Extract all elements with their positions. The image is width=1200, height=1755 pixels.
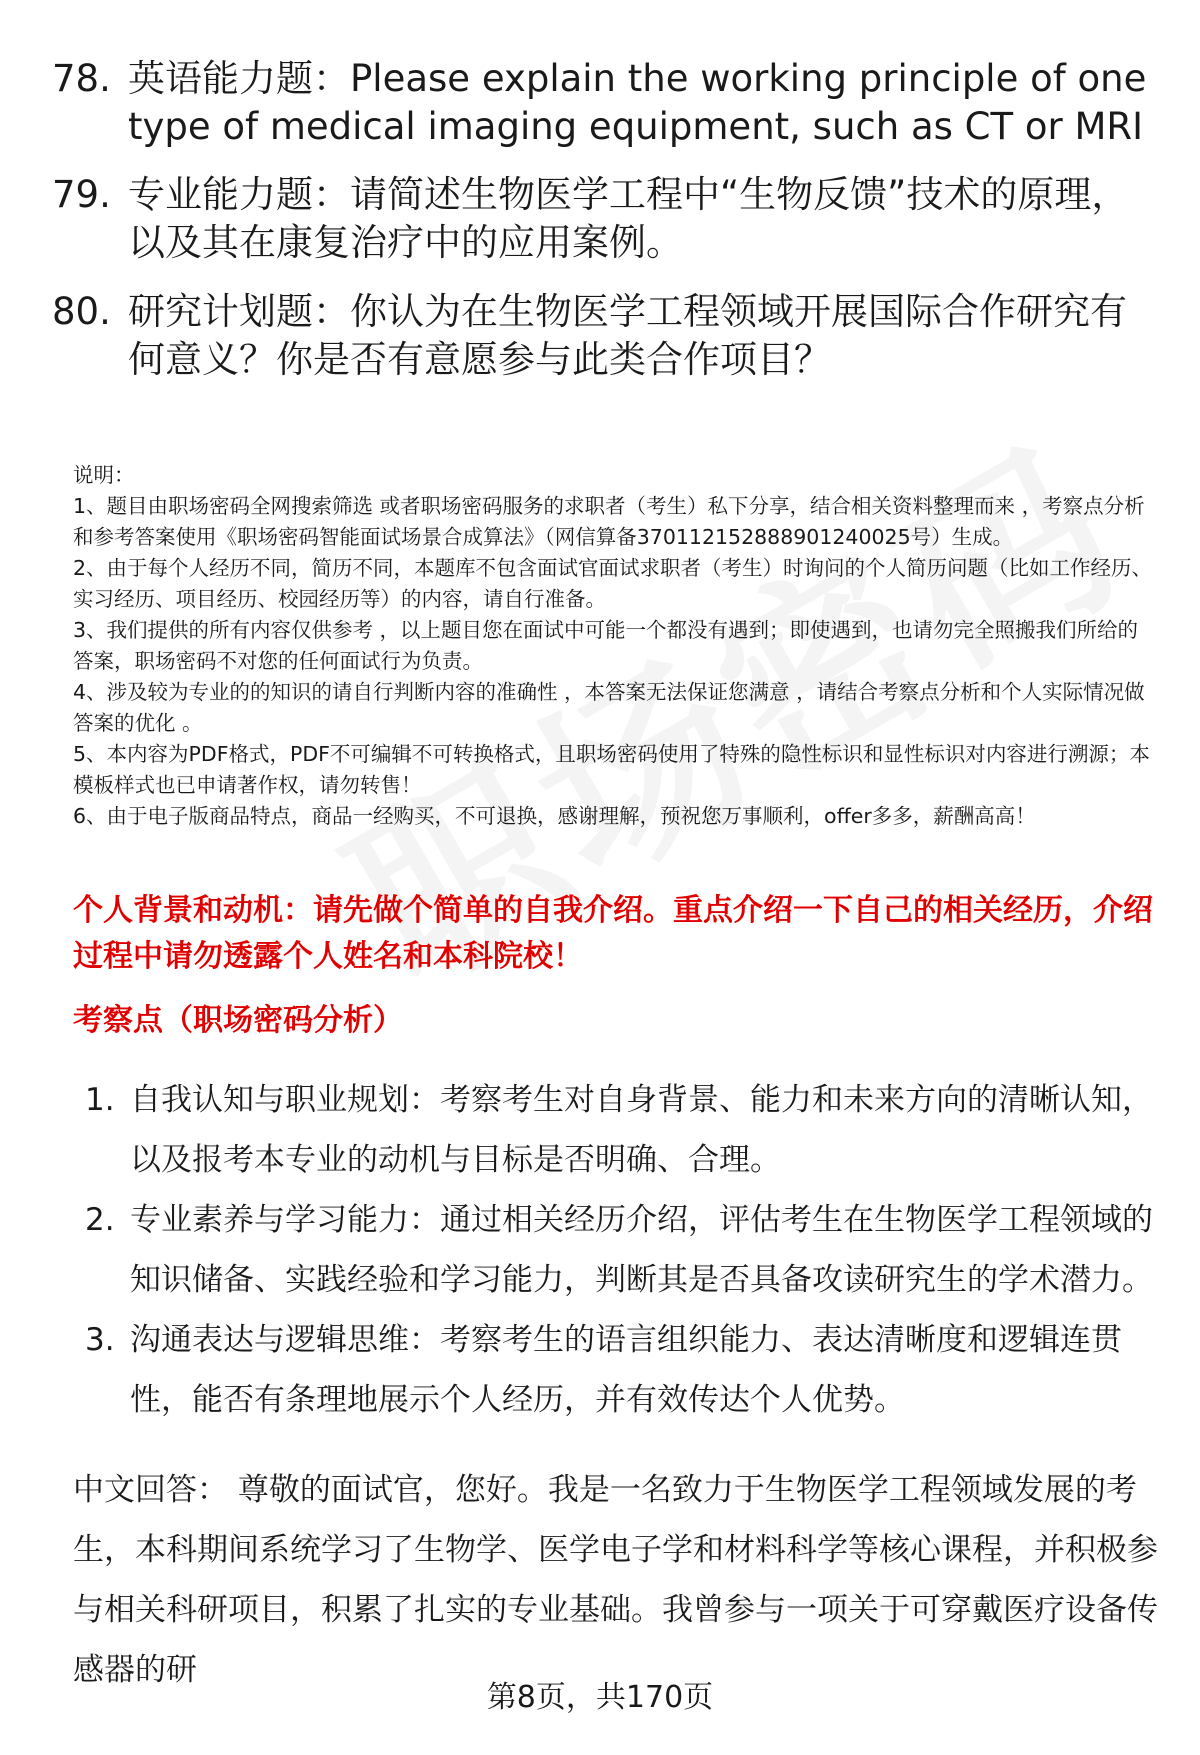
question-number: 79. [52,173,111,216]
point-number: 3. [85,1322,115,1358]
note-item: 3、我们提供的所有内容仅供参考 ，以上题目您在面试中可能一个都没有遇到；即使遇到，也请勿完全照搬我们所给的答案，职场密码不对您的任何面试行为负责。 [73,618,1139,673]
analysis-points [73,1070,1153,1430]
question-79 [52,171,1162,267]
question-text: 研究计划题：你认为在生物医学工程领域开展国际合作研究有何意义？你是否有意愿参与此类合作项目？ [128,290,1127,381]
answer-text: 中文回答： 尊敬的面试官，您好。我是一名致力于生物医学工程领域发展的考生，本科期间系统学习了生物学、医学电子学和材料科学等核心课程，并积极参与相关科研项目，积累了扎实的专业基础。我曾参与一项关于可穿戴医疗设备传感器的研 [73,1472,1158,1688]
question-text: 专业能力题：请简述生物医学工程中“生物反馈”技术的原理，以及其在康复治疗中的应用案例。 [128,173,1129,264]
note-item: 2、由于每个人经历不同，简历不同，本题库不包含面试官面试求职者（考生）时询问的个人简历问题（比如工作经历、实习经历、项目经历、校园经历等）的内容，请自行准备。 [73,556,1153,611]
question-number: 80. [52,290,111,333]
note-item: 5、本内容为PDF格式，PDF不可编辑不可转换格式，且职场密码使用了特殊的隐性标识和显性标识对内容进行溯源；本模板样式也已申请著作权，请勿转售！ [73,742,1150,797]
analysis-point [73,1070,1153,1190]
page-footer: 第8页，共170页 [486,1680,714,1715]
question-78 [52,55,1162,151]
analysis-title: 考察点（职场密码分析） [73,1003,403,1038]
point-text: 自我认知与职业规划：考察考生对自身背景、能力和未来方向的清晰认知，以及报考本专业的动机与目标是否明确、合理。 [130,1082,1153,1178]
analysis-point [73,1310,1153,1430]
analysis-point [73,1190,1153,1310]
notes-heading: 说明： [73,463,135,487]
question-number: 78. [52,57,111,100]
note-item: 6、由于电子版商品特点，商品一经购买，不可退换，感谢理解，预祝您万事顺利，offer多多，薪酬高高！ [73,804,1036,828]
section-title: 个人背景和动机：请先做个简单的自我介绍。重点介绍一下自己的相关经历，介绍过程中请勿透露个人姓名和本科院校！ [73,893,1153,974]
question-text: 英语能力题：Please explain the working principle of one type of medical imaging equipment, such as CT or MRI [128,57,1147,148]
question-80 [52,288,1162,384]
note-item: 4、涉及较为专业的的知识的请自行判断内容的准确性 ，本答案无法保证您满意 ，请结合考察点分析和个人实际情况做答案的优化 。 [73,680,1145,735]
point-number: 2. [85,1202,115,1238]
notes-block [73,460,1158,832]
point-text: 专业素养与学习能力：通过相关经历介绍，评估考生在生物医学工程领域的知识储备、实践经验和学习能力，判断其是否具备攻读研究生的学术潜力。 [130,1202,1153,1298]
point-number: 1. [85,1082,115,1118]
note-item: 1、题目由职场密码全网搜索筛选 或者职场密码服务的求职者（考生）私下分享，结合相关资料整理而来 ，考察点分析和参考答案使用《职场密码智能面试场景合成算法》（网信算备370112152888901240025号）生成。 [73,494,1145,549]
point-text: 沟通表达与逻辑思维：考察考生的语言组织能力、表达清晰度和逻辑连贯性，能否有条理地展示个人经历，并有效传达个人优势。 [130,1322,1122,1418]
